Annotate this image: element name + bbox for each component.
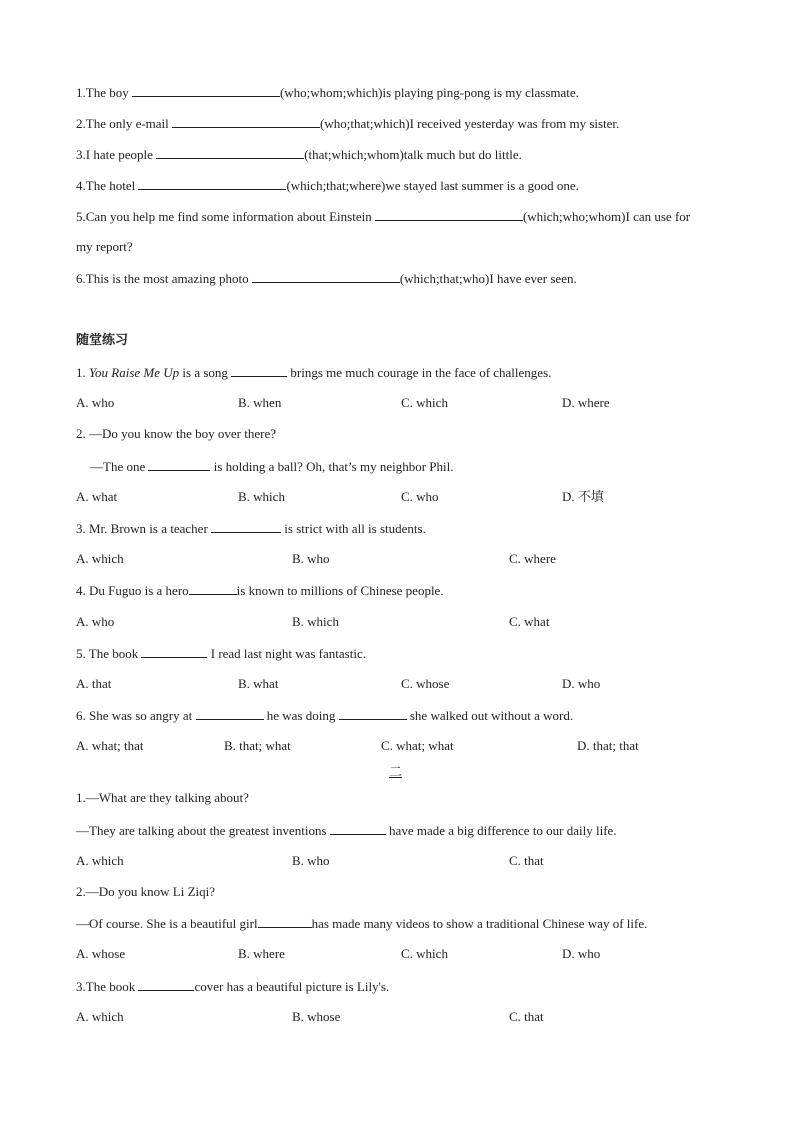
question-2-reply: —The one is holding a ball? Oh, that’s my neighbor Phil. — [90, 459, 454, 474]
q2-option-a[interactable]: A. what — [76, 489, 118, 504]
question-4: 4. Du Fuguo is a hero is known to millions of Chinese people. — [76, 583, 444, 598]
section-title: 随堂练习 — [76, 333, 129, 348]
q3-option-c[interactable]: C. where — [509, 551, 556, 566]
q2-option-b[interactable]: B. which — [238, 489, 285, 504]
q6-option-d[interactable]: D. that; that — [577, 738, 639, 753]
q6-option-b[interactable]: B. that; what — [224, 738, 291, 753]
q4-option-b[interactable]: B. which — [292, 614, 339, 629]
question-3: 3. Mr. Brown is a teacher is strict with all is students. — [76, 521, 426, 536]
q5-option-b[interactable]: B. what — [238, 676, 279, 691]
p2q3-option-a[interactable]: A. which — [76, 1009, 124, 1024]
q2-option-c[interactable]: C. who — [401, 489, 439, 504]
part1-item-2: 2.The only e-mail (who;that;which)I received yesterday was from my sister. — [76, 116, 620, 131]
part-two-marker: 二 — [389, 764, 403, 779]
q2-option-d[interactable]: D. 不填 — [562, 489, 604, 504]
part2-question-2-prompt: 2.—Do you know Li Ziqi? — [76, 884, 216, 899]
answer-blank[interactable] — [148, 458, 210, 471]
q6-option-c[interactable]: C. what; what — [381, 738, 454, 753]
answer-blank[interactable] — [339, 707, 407, 720]
question-5: 5. The book I read last night was fantastic. — [76, 646, 366, 661]
p2q3-option-c[interactable]: C. that — [509, 1009, 544, 1024]
q1-option-d[interactable]: D. where — [562, 395, 610, 410]
answer-blank[interactable] — [138, 978, 194, 991]
p2q2-option-d[interactable]: D. who — [562, 946, 601, 961]
answer-blank[interactable] — [258, 915, 312, 928]
q4-option-a[interactable]: A. who — [76, 614, 115, 629]
part1-item-4: 4.The hotel (which;that;where)we stayed last summer is a good one. — [76, 178, 579, 193]
answer-blank[interactable] — [189, 582, 237, 595]
p2q2-option-c[interactable]: C. which — [401, 946, 448, 961]
q6-option-a[interactable]: A. what; that — [76, 738, 144, 753]
part1-item-6: 6.This is the most amazing photo (which;that;who)I have ever seen. — [76, 271, 577, 286]
q5-option-d[interactable]: D. who — [562, 676, 601, 691]
part1-item-3: 3.I hate people (that;which;whom)talk much but do little. — [76, 147, 522, 162]
q5-option-a[interactable]: A. that — [76, 676, 112, 691]
answer-blank[interactable] — [231, 364, 287, 377]
q1-option-b[interactable]: B. when — [238, 395, 282, 410]
answer-blank[interactable] — [132, 84, 280, 97]
part2-question-3: 3.The book cover has a beautiful picture is Lily's. — [76, 979, 390, 994]
part1-item-1: 1.The boy (who;whom;which)is playing ping-pong is my classmate. — [76, 85, 579, 100]
answer-blank[interactable] — [211, 520, 281, 533]
p2q1-option-c[interactable]: C. that — [509, 853, 544, 868]
answer-blank[interactable] — [172, 115, 320, 128]
answer-blank[interactable] — [375, 208, 523, 221]
answer-blank[interactable] — [330, 822, 386, 835]
part2-question-2-reply: —Of course. She is a beautiful girl has made many videos to show a traditional Chinese way of life. — [76, 916, 648, 931]
p2q1-option-a[interactable]: A. which — [76, 853, 124, 868]
question-2-prompt: 2. —Do you know the boy over there? — [76, 426, 277, 441]
q1-option-c[interactable]: C. which — [401, 395, 448, 410]
p2q1-option-b[interactable]: B. who — [292, 853, 330, 868]
q4-option-c[interactable]: C. what — [509, 614, 550, 629]
p2q3-option-b[interactable]: B. whose — [292, 1009, 341, 1024]
part2-question-1-reply: —They are talking about the greatest inventions have made a big difference to our daily life. — [76, 823, 617, 838]
q3-option-b[interactable]: B. who — [292, 551, 330, 566]
q1-option-a[interactable]: A. who — [76, 395, 115, 410]
question-6: 6. She was so angry at he was doing she walked out without a word. — [76, 708, 574, 723]
part2-question-1-prompt: 1.—What are they talking about? — [76, 790, 249, 805]
q3-option-a[interactable]: A. which — [76, 551, 124, 566]
answer-blank[interactable] — [138, 177, 286, 190]
answer-blank[interactable] — [196, 707, 264, 720]
part1-item-5: 5.Can you help me find some information about Einstein (which;who;whom)I can use for — [76, 209, 691, 224]
q5-option-c[interactable]: C. whose — [401, 676, 450, 691]
answer-blank[interactable] — [141, 645, 207, 658]
answer-blank[interactable] — [252, 270, 400, 283]
question-1: 1. You Raise Me Up is a song brings me much courage in the face of challenges. — [76, 365, 552, 380]
part1-item-5-cont: my report? — [76, 239, 133, 254]
p2q2-option-b[interactable]: B. where — [238, 946, 285, 961]
answer-blank[interactable] — [156, 146, 304, 159]
p2q2-option-a[interactable]: A. whose — [76, 946, 126, 961]
